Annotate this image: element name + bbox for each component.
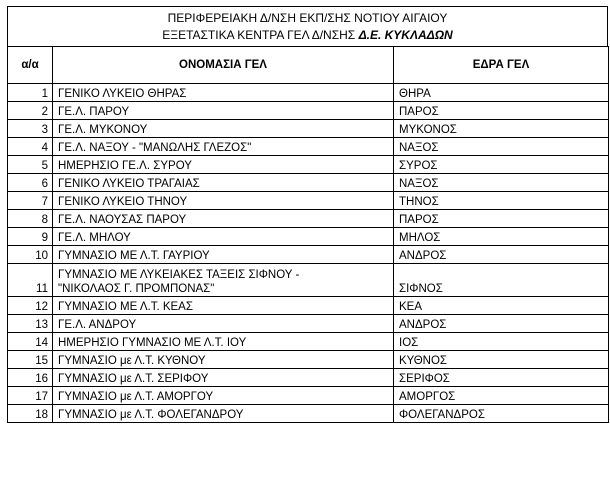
table-row bbox=[8, 228, 609, 246]
table-row bbox=[8, 192, 609, 210]
school-seat: ΑΝΔΡΟΣ bbox=[394, 315, 609, 333]
school-name: ΓΕΝΙΚΟ ΛΥΚΕΙΟ ΘΗΡΑΣ bbox=[53, 84, 394, 102]
school-name-line-1: ΓΥΜΝΑΣΙΟ ΜΕ ΛΥΚΕΙΑΚΕΣ ΤΑΞΕΙΣ ΣΙΦΝΟΥ - bbox=[58, 269, 300, 281]
header-seat: ΕΔΡΑ ΓΕΛ bbox=[394, 47, 609, 84]
school-name bbox=[53, 264, 394, 297]
row-number: 12 bbox=[8, 297, 53, 315]
school-name: ΓΥΜΝΑΣΙΟ ΜΕ Λ.Τ. ΓΑΥΡΙΟΥ bbox=[53, 246, 394, 264]
row-number: 16 bbox=[8, 369, 53, 387]
school-name: ΓΕ.Λ. ΝΑΟΥΣΑΣ ΠΑΡΟΥ bbox=[53, 210, 394, 228]
row-number: 15 bbox=[8, 351, 53, 369]
table-body bbox=[8, 84, 609, 423]
school-seat: ΦΟΛΕΓΑΝΔΡΟΣ bbox=[394, 405, 609, 423]
title-line-2-bold: Δ.Ε. ΚΥΚΛΑΔΩΝ bbox=[358, 28, 453, 42]
table-row bbox=[8, 351, 609, 369]
school-seat: ΤΗΝΟΣ bbox=[394, 192, 609, 210]
school-name: ΓΕ.Λ. ΠΑΡΟΥ bbox=[53, 102, 394, 120]
row-number: 8 bbox=[8, 210, 53, 228]
row-number: 3 bbox=[8, 120, 53, 138]
table-row bbox=[8, 264, 609, 297]
title-line-2 bbox=[8, 27, 607, 44]
school-seat: ΑΝΔΡΟΣ bbox=[394, 246, 609, 264]
school-seat: ΜΥΚΟΝΟΣ bbox=[394, 120, 609, 138]
row-number: 10 bbox=[8, 246, 53, 264]
table-row bbox=[8, 84, 609, 102]
table-row bbox=[8, 246, 609, 264]
table-row bbox=[8, 297, 609, 315]
row-number: 18 bbox=[8, 405, 53, 423]
title-box bbox=[7, 6, 608, 46]
school-name: ΓΥΜΝΑΣΙΟ με Λ.Τ. ΑΜΟΡΓΟΥ bbox=[53, 387, 394, 405]
school-seat: ΠΑΡΟΣ bbox=[394, 102, 609, 120]
row-number: 6 bbox=[8, 174, 53, 192]
table-row bbox=[8, 315, 609, 333]
table-row bbox=[8, 387, 609, 405]
row-number: 7 bbox=[8, 192, 53, 210]
title-line-1: ΠΕΡΙΦΕΡΕΙΑΚΗ Δ/ΝΣΗ ΕΚΠ/ΣΗΣ ΝΟΤΙΟΥ ΑΙΓΑΙΟΥ bbox=[167, 11, 448, 25]
exam-centers-sheet bbox=[7, 6, 608, 423]
school-name: ΓΕΝΙΚΟ ΛΥΚΕΙΟ ΤΗΝΟΥ bbox=[53, 192, 394, 210]
school-seat: ΣΕΡΙΦΟΣ bbox=[394, 369, 609, 387]
table-row bbox=[8, 102, 609, 120]
school-seat: ΚΥΘΝΟΣ bbox=[394, 351, 609, 369]
header-row bbox=[8, 47, 609, 84]
row-number: 2 bbox=[8, 102, 53, 120]
header-name: ΟΝΟΜΑΣΙΑ ΓΕΛ bbox=[53, 47, 394, 84]
school-seat: ΣΥΡΟΣ bbox=[394, 156, 609, 174]
school-name: ΓΕ.Λ. ΝΑΞΟΥ - "ΜΑΝΩΛΗΣ ΓΛΕΖΟΣ" bbox=[53, 138, 394, 156]
school-name: ΗΜΕΡΗΣΙΟ ΓΕ.Λ. ΣΥΡΟΥ bbox=[53, 156, 394, 174]
school-seat: ΠΑΡΟΣ bbox=[394, 210, 609, 228]
table-row bbox=[8, 210, 609, 228]
school-name-line-2: "ΝΙΚΟΛΑΟΣ Γ. ΠΡΟΜΠΟΝΑΣ" bbox=[58, 283, 215, 295]
row-number: 5 bbox=[8, 156, 53, 174]
row-number: 17 bbox=[8, 387, 53, 405]
school-seat: ΑΜΟΡΓΟΣ bbox=[394, 387, 609, 405]
table-row bbox=[8, 120, 609, 138]
row-number: 1 bbox=[8, 84, 53, 102]
school-name: ΓΥΜΝΑΣΙΟ με Λ.Τ. ΚΥΘΝΟΥ bbox=[53, 351, 394, 369]
school-name: ΓΥΜΝΑΣΙΟ με Λ.Τ. ΦΟΛΕΓΑΝΔΡΟΥ bbox=[53, 405, 394, 423]
table-row bbox=[8, 405, 609, 423]
row-number: 4 bbox=[8, 138, 53, 156]
school-name: ΓΕ.Λ. ΜΗΛΟΥ bbox=[53, 228, 394, 246]
school-name: ΓΥΜΝΑΣΙΟ ΜΕ Λ.Τ. ΚΕΑΣ bbox=[53, 297, 394, 315]
school-name: ΓΥΜΝΑΣΙΟ με Λ.Τ. ΣΕΡΙΦΟΥ bbox=[53, 369, 394, 387]
table-row bbox=[8, 156, 609, 174]
row-number: 11 bbox=[8, 264, 53, 297]
school-seat: ΝΑΞΟΣ bbox=[394, 174, 609, 192]
school-name: ΓΕ.Λ. ΜΥΚΟΝΟΥ bbox=[53, 120, 394, 138]
row-number: 13 bbox=[8, 315, 53, 333]
table-row bbox=[8, 333, 609, 351]
title-line-2-prefix: ΕΞΕΤΑΣΤΙΚΑ ΚΕΝΤΡΑ ΓΕΛ Δ/ΝΣΗΣ bbox=[162, 28, 359, 42]
school-name: ΓΕΝΙΚΟ ΛΥΚΕΙΟ ΤΡΑΓΑΙΑΣ bbox=[53, 174, 394, 192]
table-row bbox=[8, 138, 609, 156]
header-num: α/α bbox=[8, 47, 53, 84]
table-row bbox=[8, 369, 609, 387]
school-seat: ΚΕΑ bbox=[394, 297, 609, 315]
row-number: 14 bbox=[8, 333, 53, 351]
school-name: ΗΜΕΡΗΣΙΟ ΓΥΜΝΑΣΙΟ ΜΕ Λ.Τ. ΙΟΥ bbox=[53, 333, 394, 351]
row-number: 9 bbox=[8, 228, 53, 246]
school-seat: ΘΗΡΑ bbox=[394, 84, 609, 102]
school-seat: ΣΙΦΝΟΣ bbox=[394, 264, 609, 297]
school-seat: ΜΗΛΟΣ bbox=[394, 228, 609, 246]
school-seat: ΙΟΣ bbox=[394, 333, 609, 351]
exam-centers-table bbox=[7, 46, 609, 423]
table-row bbox=[8, 174, 609, 192]
school-name: ΓΕ.Λ. ΑΝΔΡΟΥ bbox=[53, 315, 394, 333]
school-seat: ΝΑΞΟΣ bbox=[394, 138, 609, 156]
